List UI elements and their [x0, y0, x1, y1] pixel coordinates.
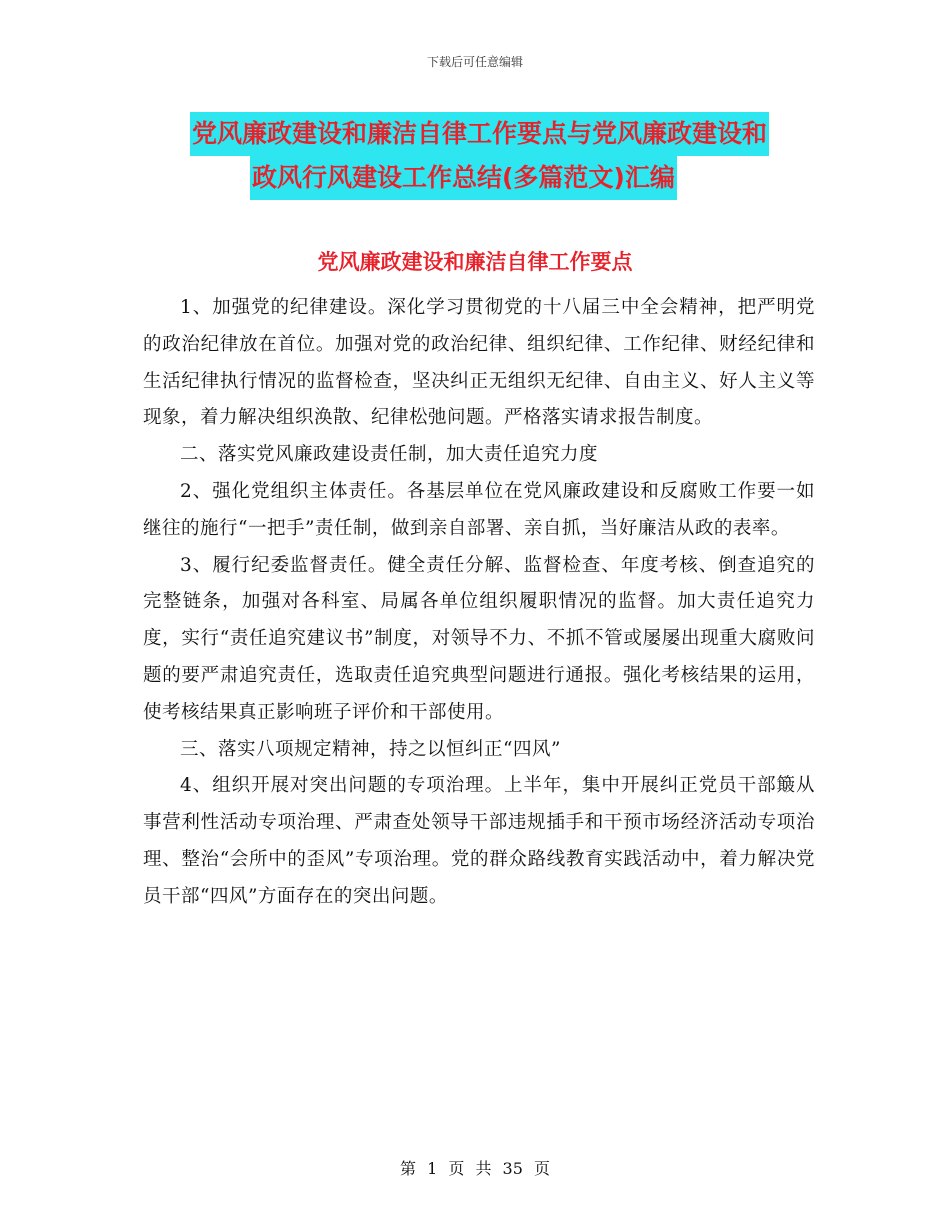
document-body [143, 290, 815, 916]
paragraph-4: 3、履行纪委监督责任。健全责任分解、监督检查、年度考核、倒查追究的完整链条，加强对各科室、局属各单位组织履职情况的监督。加大责任追究力度，实行“责任追究建议书”制度，对领导不力、不抓不管或屡屡出现重大腐败问题的要严肃追究责任，选取责任追究典型问题进行通报。强化考核结果的运用，使考核结果真正影响班子评价和干部使用。 [143, 554, 815, 723]
document-title-line-1: 党风廉政建设和廉洁自律工作要点与党风廉政建设和 [190, 112, 769, 156]
page-footer: 第 1 页 共 35 页 [400, 1159, 550, 1178]
section-heading: 党风廉政建设和廉洁自律工作要点 [317, 250, 633, 274]
paragraph-1: 1、加强党的纪律建设。深化学习贯彻党的十八届三中全会精神，把严明党的政治纪律放在首位。加强对党的政治纪律、组织纪律、工作纪律、财经纪律和生活纪律执行情况的监督检查，坚决纠正无组织无纪律、自由主义、好人主义等现象，着力解决组织涣散、纪律松弛问题。严格落实请求报告制度。 [143, 297, 815, 429]
document-title-line-2: 政风行风建设工作总结(多篇范文)汇编 [250, 156, 677, 200]
header-note: 下载后可任意编辑 [426, 55, 523, 69]
paragraph-2: 二、落实党风廉政建设责任制，加大责任追究力度 [180, 444, 599, 466]
paragraph-5: 三、落实八项规定精神，持之以恒纠正“四风” [180, 738, 561, 760]
document-title [190, 112, 810, 200]
paragraph-6: 4、组织开展对突出问题的专项治理。上半年，集中开展纠正党员干部簸从事营利性活动专项治理、严肃查处领导干部违规插手和干预市场经济活动专项治理、整治“会所中的歪风”专项治理。党的群众路线教育实践活动中，着力解决党员干部“四风”方面存在的突出问题。 [143, 775, 815, 907]
paragraph-3: 2、强化党组织主体责任。各基层单位在党风廉政建设和反腐败工作要一如继往的施行“一把手”责任制，做到亲自部署、亲自抓，当好廉洁从政的表率。 [143, 480, 815, 539]
